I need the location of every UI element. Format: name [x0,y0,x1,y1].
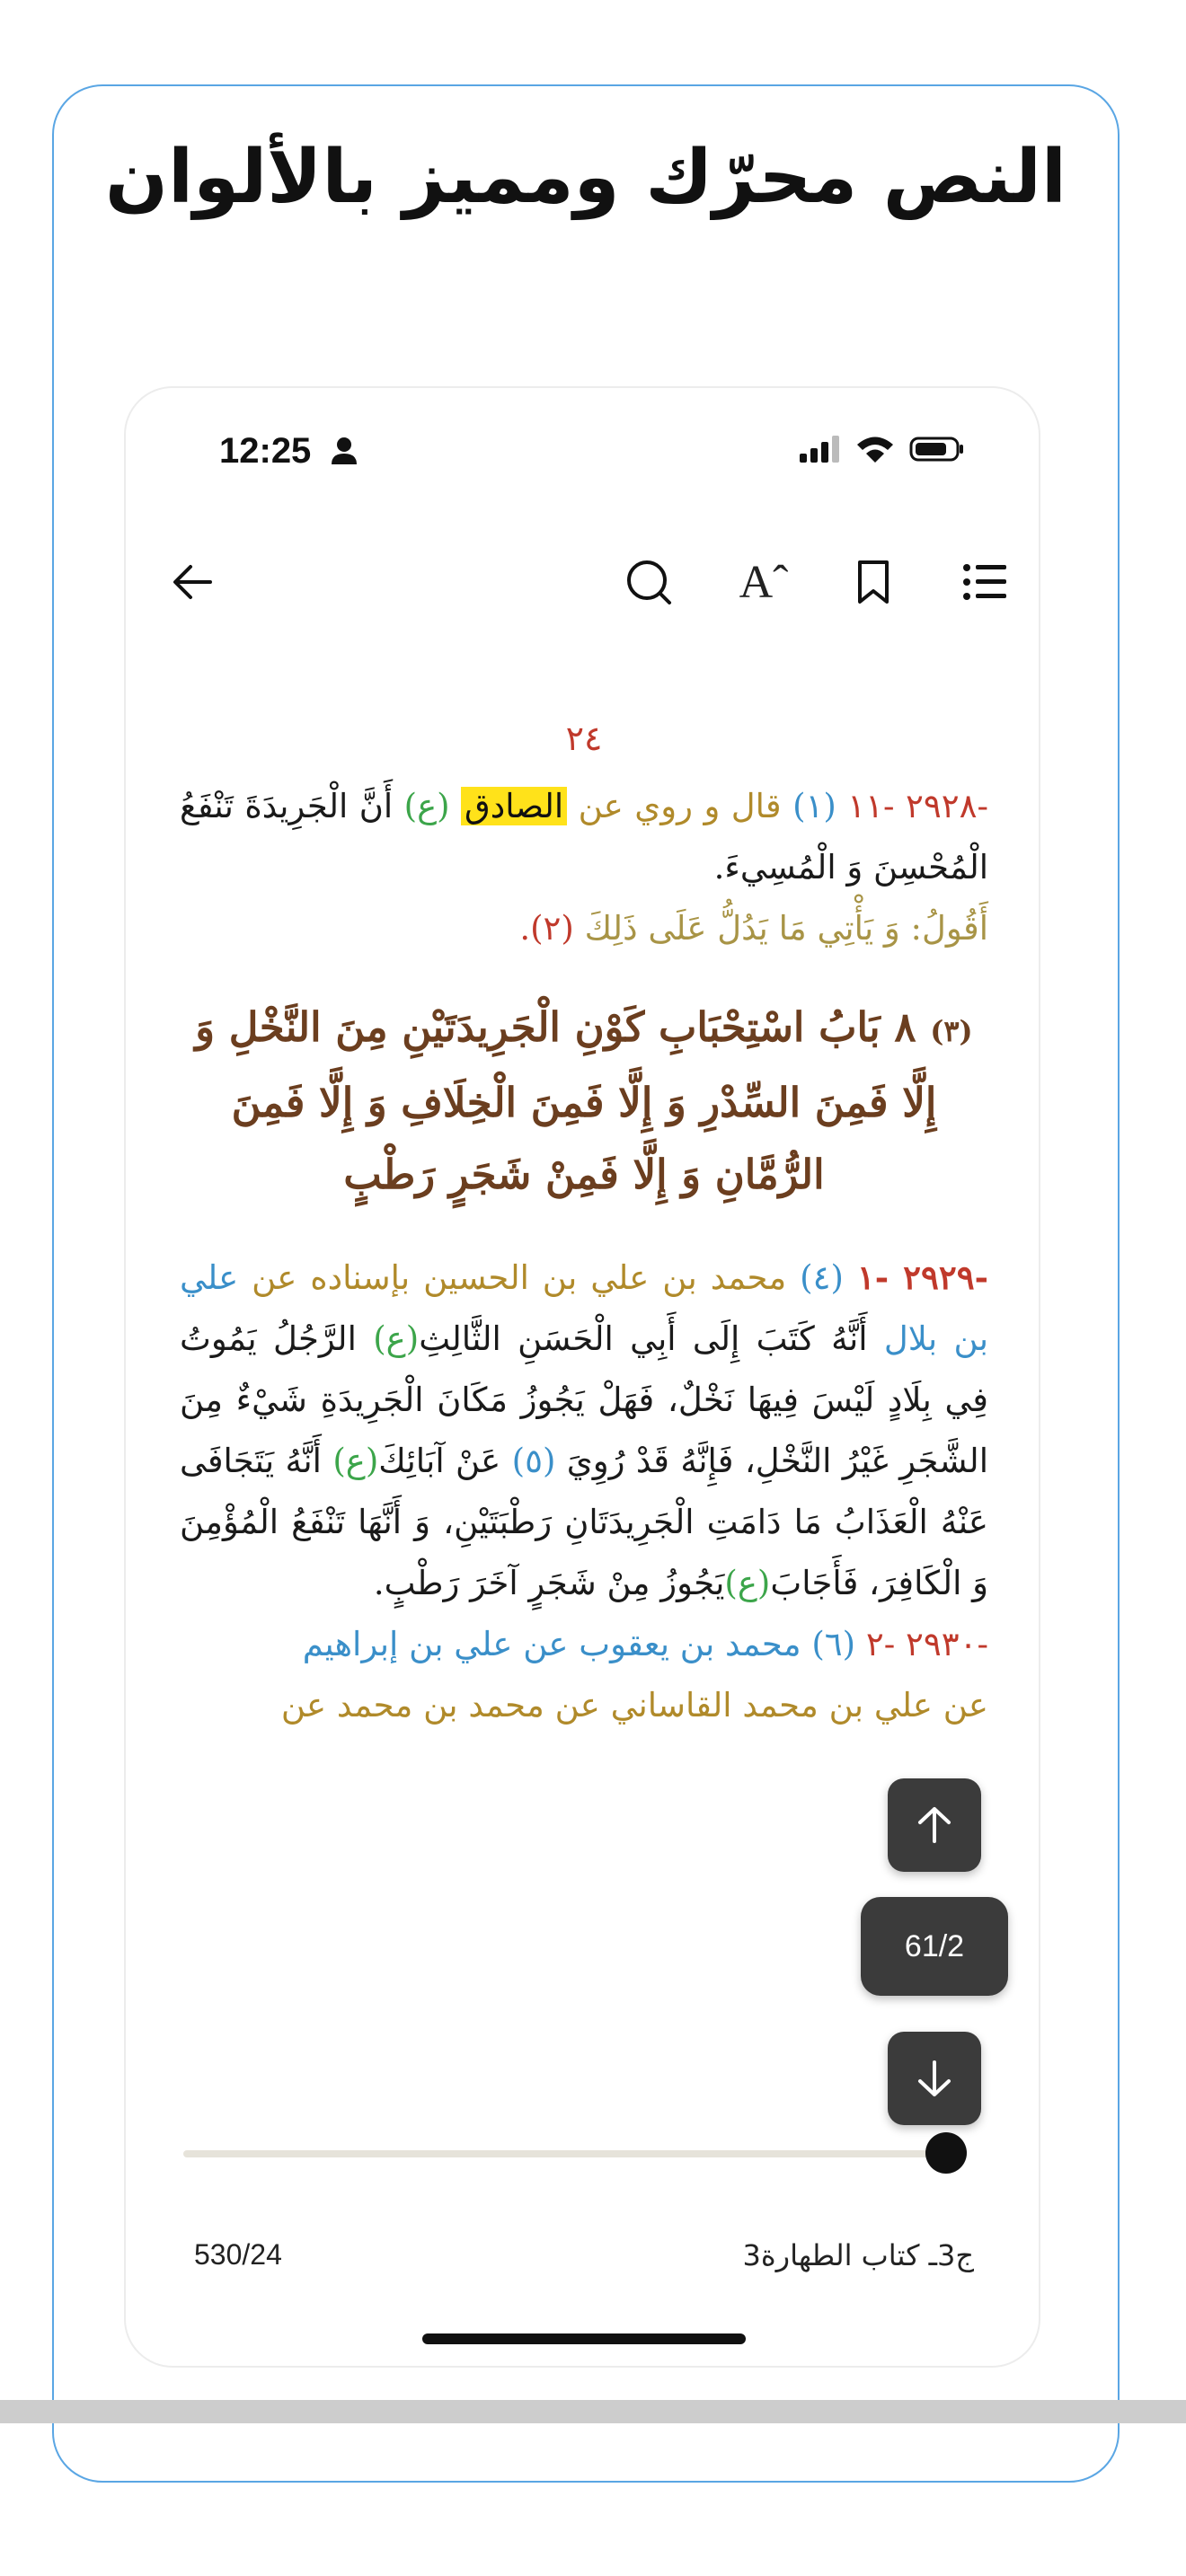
page-indicator[interactable]: 61/2 [861,1897,1008,1996]
contents-button[interactable] [958,555,1012,609]
bookmark-icon [846,555,900,609]
hadith-text: أَنَّهُ كَتَبَ إِلَى أَبِي الْحَسَنِ الثَّالِثِ [419,1319,868,1358]
promo-headline: النص محرّك ومميز بالألوان [104,135,1067,220]
hadith-2929 [180,1247,988,1614]
arrow-down-icon [911,2055,958,2102]
cellular-signal-icon [798,436,841,463]
isnad-continuation: عن علي بن محمد القاساني عن محمد بن محمد عن [280,1686,988,1725]
author-comment [180,898,988,959]
chapter-heading [180,992,988,1211]
person-icon [331,437,358,465]
page-number: ٢٤ [565,719,603,758]
footnote-ref[interactable]: (٢). [519,909,574,948]
hadith-number: -٢٩٢٩ -١ [856,1257,988,1297]
phone-screen [124,386,1040,2368]
bookmark-button[interactable] [846,555,900,609]
hadith-text: عَنْ آبَائِكَ [378,1442,501,1480]
page-counter: 530/24 [194,2238,282,2271]
font-size-button[interactable] [737,555,791,609]
wifi-icon [855,435,895,463]
footnote-ref[interactable]: (٦) [811,1625,856,1663]
chapter-title: ٨ بَابُ اسْتِحْبَابِ كَوْنِ الْجَرِيدَتَيْنِ مِنَ النَّخْلِ وَ إِلَّا فَمِنَ السِّدْرِ وَ إِلَّا فَمِنَ الْخِلَافِ وَ إِلَّا فَمِنَ الرُّمَّانِ وَ إِلَّا فَمِنْ شَجَرٍ رَطْبٍ [195,1003,937,1198]
footnote-ref[interactable]: (٣) [930,1014,973,1048]
gray-divider-band [0,2400,1186,2423]
hadith-text: أَنَّهُ يَتَجَافَى عَنْهُ الْعَذَابُ مَا دَامَتِ الْجَرِيدَتَانِ رَطْبَتَيْنِ، وَ أَنَّهَا تَنْفَعُ الْمُؤْمِنَ وَ الْكَافِرَ، فَأَجَابَ [180,1442,988,1602]
hadith-number: -٢٩٣٠ -٢ [865,1625,988,1663]
progress-slider[interactable] [183,2150,940,2157]
hadith-text: يَجُوزُ مِنْ شَجَرٍ آخَرَ رَطْبٍ. [373,1564,725,1602]
status-time: 12:25 [219,431,312,471]
progress-slider-thumb[interactable] [925,2132,967,2174]
arrow-left-icon[interactable] [165,555,219,609]
status-icons [798,435,965,463]
hadith-2928 [180,776,988,898]
scroll-down-button[interactable] [888,2032,981,2125]
font-size-icon: Aˆ [739,556,789,608]
narrator-name: علي بن بلال [180,1258,989,1358]
hadith-2930 [180,1614,988,1675]
book-section-title: ج3ـ كتاب الطهارة3 [742,2238,974,2272]
search-icon [622,555,676,609]
ain-mark: (ع) [403,787,450,825]
footnote-ref[interactable]: (٤) [800,1258,844,1297]
isnad-text: قال و روي عن [578,787,782,825]
ain-mark: (ع) [332,1442,379,1480]
hadith-number: -٢٩٢٨ -١١ [847,787,988,825]
ain-mark: (ع) [724,1564,771,1602]
ain-mark: (ع) [373,1319,420,1358]
battery-icon [909,436,965,463]
comment-text: أَقُولُ: وَ يَأْتِي مَا يَدُلُّ عَلَى ذَلِكَ [584,909,988,948]
isnad-text: محمد بن يعقوب عن علي بن إبراهيم [302,1625,801,1663]
isnad-text: محمد بن علي بن الحسين بإسناده عن [252,1258,787,1297]
hadith-text: أَنَّ الْجَرِيدَةَ تَنْفَعُ الْمُحْسِنَ وَ الْمُسِيءَ. [180,787,988,887]
arrow-up-icon [911,1802,958,1848]
home-indicator[interactable] [422,2333,746,2344]
search-button[interactable] [622,555,676,609]
list-icon [958,555,1012,609]
footnote-ref[interactable]: (٥) [511,1442,556,1480]
scroll-up-button[interactable] [888,1778,981,1872]
hadith-text: الرَّجُلُ يَمُوتُ فِي بِلَادٍ لَيْسَ فِيهَا نَخْلٌ، فَهَلْ يَجُوزُ مَكَانَ الْجَرِيدَةِ شَيْءٌ مِنَ الشَّجَرِ غَيْرُ النَّخْلِ، فَإِنَّهُ قَدْ رُوِيَ [180,1319,988,1480]
reader-content [180,719,988,1736]
highlighted-word[interactable]: الصادق [461,787,567,825]
footnote-ref[interactable]: (١) [792,787,836,825]
